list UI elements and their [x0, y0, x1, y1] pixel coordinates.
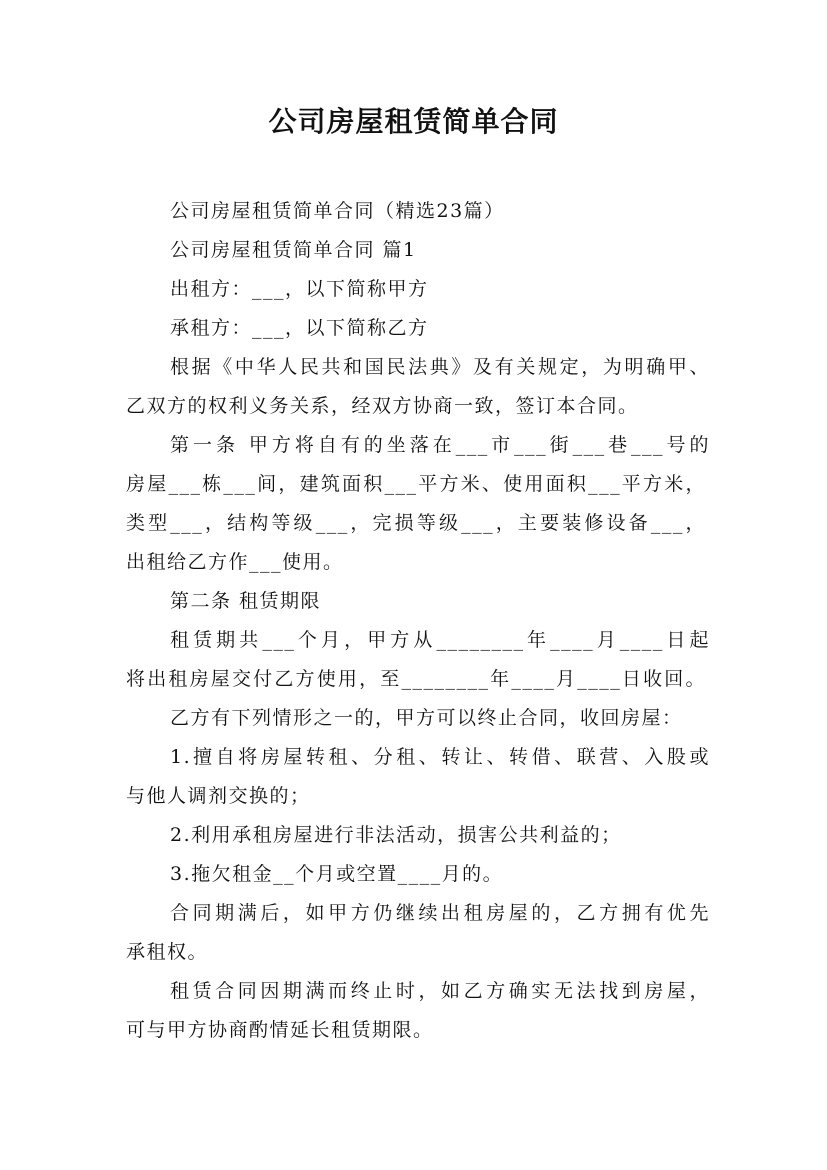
- lessee-line: 承租方：___，以下简称乙方: [170, 317, 429, 339]
- paragraph-line: 房屋___栋___间，建筑面积___平方米、使用面积___平方米，: [126, 473, 706, 495]
- paragraph-line: 乙方有下列情形之一的，甲方可以终止合同，收回房屋：: [170, 707, 683, 729]
- paragraph-line: 将出租房屋交付乙方使用，至________年____月____日收回。: [126, 668, 706, 690]
- list-item: 2.利用承租房屋进行非法活动，损害公共利益的；: [170, 824, 622, 846]
- list-item: 3.拖欠租金__个月或空置____月的。: [170, 863, 504, 885]
- lessor-line: 出租方：___，以下简称甲方: [170, 278, 429, 300]
- paragraph-line: 出租给乙方作___使用。: [126, 551, 344, 573]
- paragraph-line: 第一条 甲方将自有的坐落在___市___街___巷___号的: [170, 434, 710, 456]
- section-heading: 公司房屋租赁简单合同 篇1: [170, 239, 417, 261]
- paragraph-line: 租赁合同因期满而终止时，如乙方确实无法找到房屋，: [170, 980, 710, 1002]
- paragraph-line: 承租权。: [126, 941, 209, 963]
- paragraph-line: 根据《中华人民共和国民法典》及有关规定，为明确甲、: [170, 356, 710, 378]
- document-title: 公司房屋租赁简单合同: [268, 105, 559, 138]
- list-item: 1.擅自将房屋转租、分租、转让、转借、联营、入股或: [170, 746, 710, 768]
- paragraph-line: 类型___，结构等级___，完损等级___，主要装修设备___，: [126, 512, 706, 534]
- paragraph-line: 可与甲方协商酌情延长租赁期限。: [126, 1019, 434, 1041]
- paragraph-line: 租赁期共___个月，甲方从________年____月____日起: [170, 629, 710, 651]
- paragraph-line: 合同期满后，如甲方仍继续出租房屋的，乙方拥有优先: [170, 902, 710, 924]
- article-heading: 第二条 租赁期限: [170, 590, 322, 612]
- list-item-continuation: 与他人调剂交换的；: [126, 785, 311, 807]
- paragraph-line: 乙双方的权利义务关系，经双方协商一致，签订本合同。: [126, 395, 639, 417]
- subtitle-line: 公司房屋租赁简单合同（精选23篇）: [170, 200, 505, 222]
